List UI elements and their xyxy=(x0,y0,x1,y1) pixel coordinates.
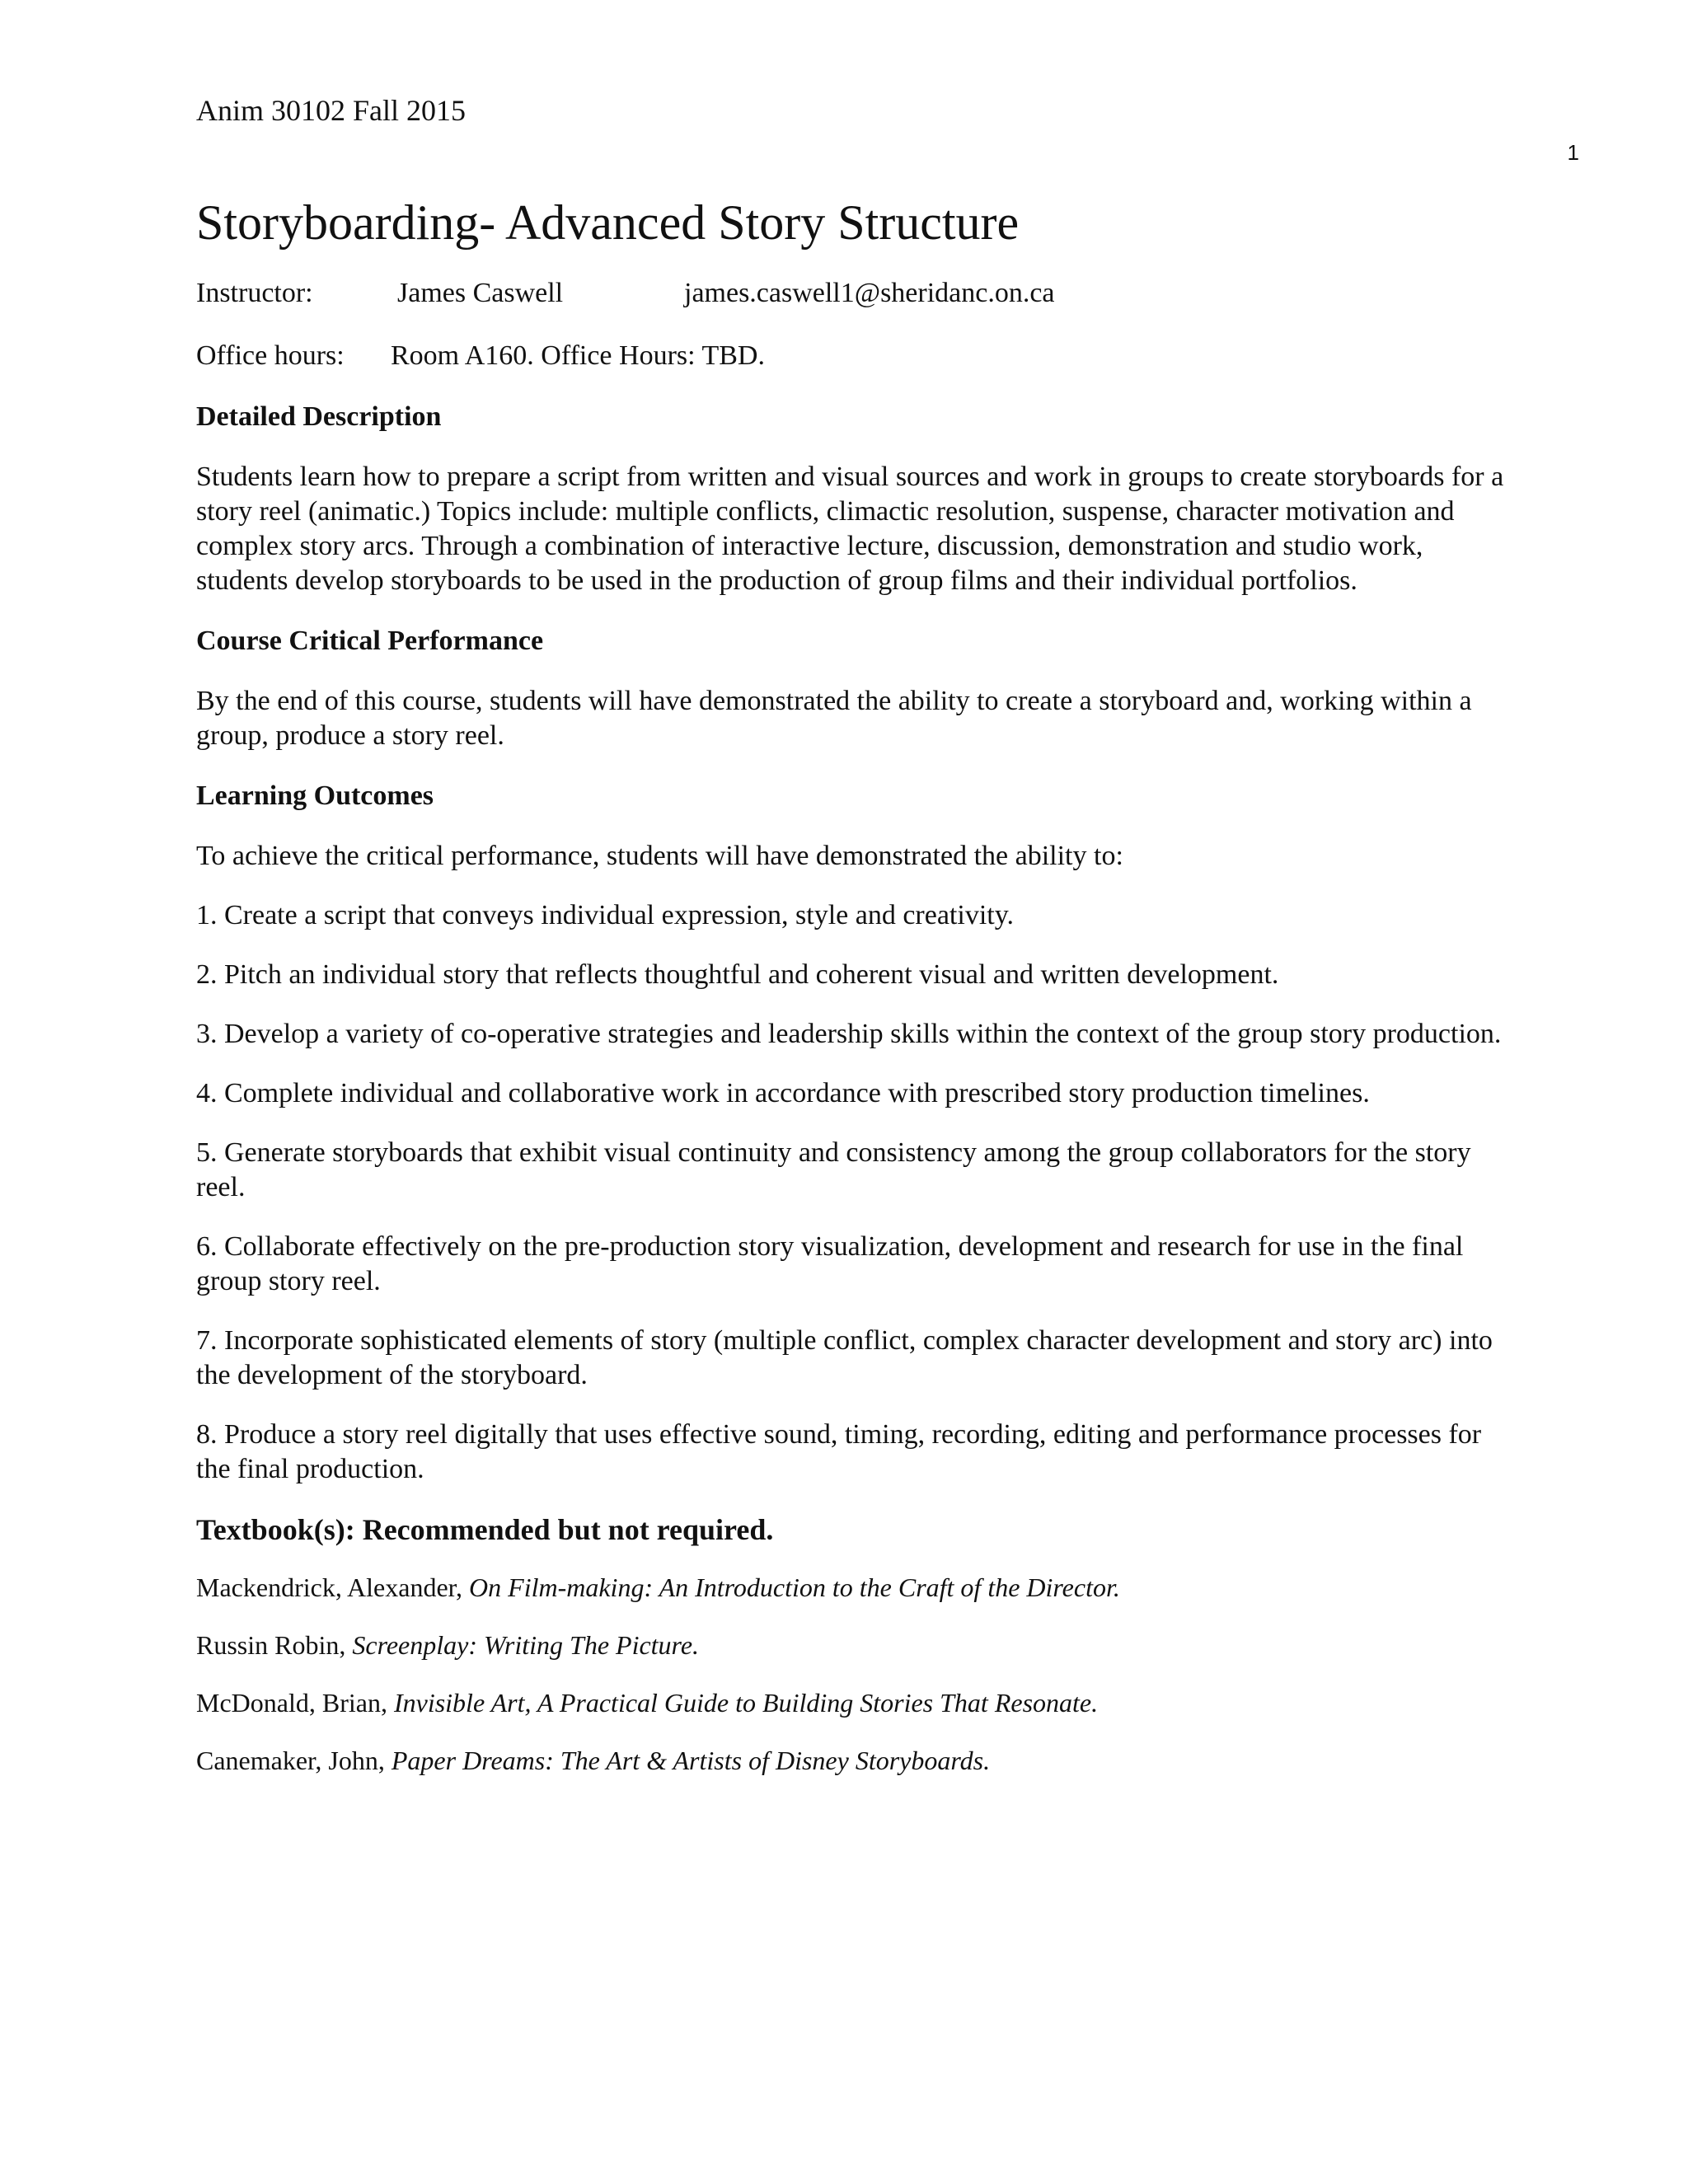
learning-outcome-item: 4. Complete individual and collaborative work in accordance with prescribed story production timelines. xyxy=(196,1078,1370,1108)
textbook-author: Canemaker, John, xyxy=(196,1746,392,1775)
learning-outcomes-heading: Learning Outcomes xyxy=(196,780,434,811)
office-hours-value: Room A160. Office Hours: TBD. xyxy=(391,340,765,371)
description-text: Students learn how to prepare a script from written and visual sources and work in groups to create storyboards for a story reel (animatic.) Topics include: multiple conflicts, climactic resolution, suspense, character motivation and complex story arcs. Through a combination of interactive lecture, discussion, demonstration and studio work, students develop storyboards to be used in the production of group films and their individual portfolios. xyxy=(196,462,1504,596)
textbook-title: Invisible Art, A Practical Guide to Building Stories That Resonate. xyxy=(393,1688,1099,1718)
instructor-label: Instructor: xyxy=(196,278,313,308)
textbook-title: Paper Dreams: The Art & Artists of Disney Storyboards. xyxy=(391,1746,991,1775)
office-hours-row xyxy=(196,338,1515,374)
description-heading: Detailed Description xyxy=(196,401,442,432)
textbook-author: Russin Robin, xyxy=(196,1630,353,1660)
textbook-title: On Film-making: An Introduction to the Craft of the Director. xyxy=(469,1572,1120,1602)
textbook-title: Screenplay: Writing The Picture. xyxy=(352,1630,700,1660)
learning-outcome-item: 3. Develop a variety of co-operative strategies and leadership skills within the context of the group story production. xyxy=(196,1019,1502,1049)
critical-performance-text: By the end of this course, students will have demonstrated the ability to create a storyboard and, working within a group, produce a story reel. xyxy=(196,686,1472,751)
textbook-author: Mackendrick, Alexander, xyxy=(196,1572,470,1602)
office-hours-label: Office hours: xyxy=(196,340,345,371)
learning-outcome-item: 5. Generate storyboards that exhibit visual continuity and consistency among the group collaborators for the story reel. xyxy=(196,1137,1471,1202)
learning-outcome-item: 6. Collaborate effectively on the pre-production story visualization, development and research for use in the final group story reel. xyxy=(196,1231,1464,1296)
textbook-entry xyxy=(196,1569,1515,1605)
learning-outcome-item: 8. Produce a story reel digitally that uses effective sound, timing, recording, editing and performance processes for the final production. xyxy=(196,1419,1482,1484)
critical-performance-heading: Course Critical Performance xyxy=(196,626,544,656)
page-number: 1 xyxy=(1567,140,1579,165)
instructor-name: James Caswell xyxy=(397,278,564,308)
document-body xyxy=(196,190,1515,1779)
document-header: Anim 30102 Fall 2015 xyxy=(196,94,467,127)
textbook-entry xyxy=(196,1742,1515,1779)
textbook-entry xyxy=(196,1685,1515,1721)
learning-outcome-item: 1. Create a script that conveys individual expression, style and creativity. xyxy=(196,900,1015,930)
textbooks-heading: Textbook(s): Recommended but not required. xyxy=(196,1513,774,1546)
textbook-author: McDonald, Brian, xyxy=(196,1688,394,1718)
learning-outcome-item: 7. Incorporate sophisticated elements of story (multiple conflict, complex character development and story arc) into the development of the storyboard. xyxy=(196,1325,1493,1390)
learning-outcome-item: 2. Pitch an individual story that reflects thoughtful and coherent visual and written development. xyxy=(196,959,1279,990)
page-title: Storyboarding- Advanced Story Structure xyxy=(196,195,1020,250)
instructor-row xyxy=(196,275,1515,312)
textbook-entry xyxy=(196,1627,1515,1663)
instructor-email: james.caswell1@sheridanc.on.ca xyxy=(684,278,1055,308)
learning-outcomes-intro: To achieve the critical performance, students will have demonstrated the ability to: xyxy=(196,841,1123,871)
